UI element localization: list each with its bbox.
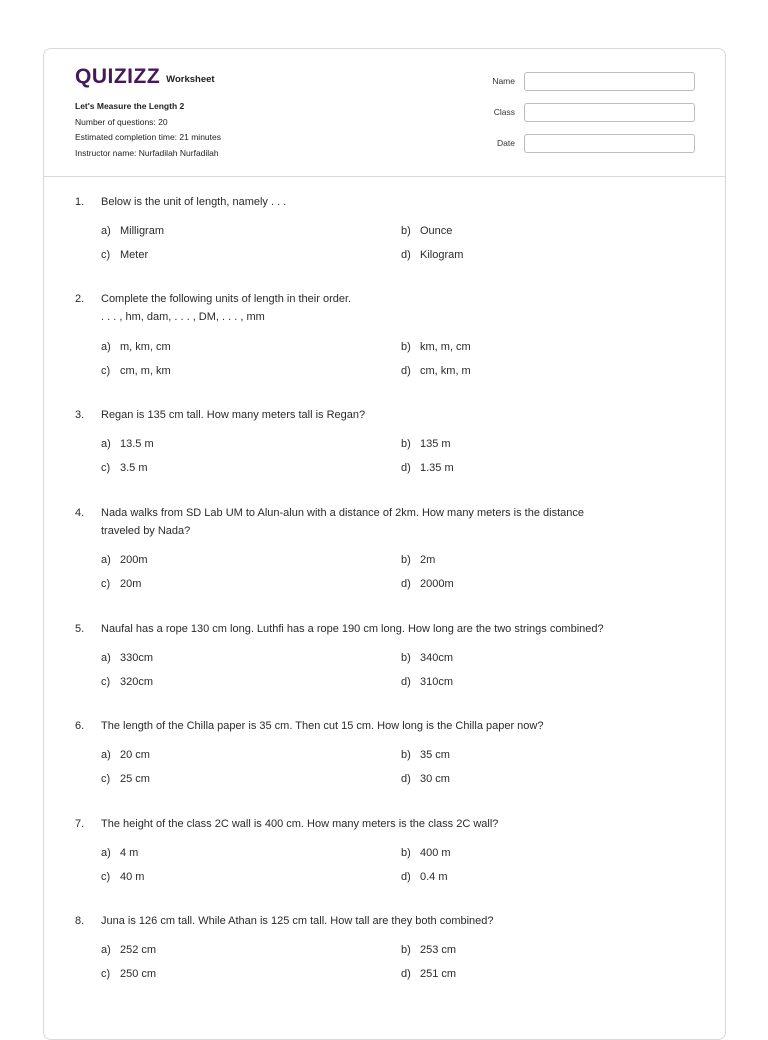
option-text: 13.5 m — [120, 438, 154, 450]
option-text: 35 cm — [420, 749, 450, 761]
option-text: 25 cm — [120, 773, 150, 785]
option-letter: a) — [101, 225, 111, 237]
option-text: 252 cm — [120, 944, 157, 956]
option-letter: a) — [101, 847, 111, 859]
option-d — [401, 578, 454, 590]
question-number: 8. — [75, 915, 85, 927]
option-b — [401, 438, 451, 450]
name-field[interactable] — [524, 72, 695, 91]
option-letter: c) — [101, 968, 111, 980]
option-text: km, m, cm — [420, 341, 471, 353]
option-letter: d) — [401, 578, 411, 590]
option-text: Kilogram — [420, 249, 464, 261]
logo-row — [75, 67, 215, 87]
option-letter: c) — [101, 773, 111, 785]
option-d — [401, 462, 454, 474]
option-b — [401, 944, 456, 956]
option-letter: d) — [401, 249, 411, 261]
option-d — [401, 365, 471, 377]
question-text: Regan is 135 cm tall. How many meters tall is Regan? — [101, 409, 366, 421]
option-b — [401, 847, 451, 859]
option-letter: d) — [401, 773, 411, 785]
worksheet-page — [43, 48, 726, 1040]
question-text: The height of the class 2C wall is 400 cm. How many meters is the class 2C wall? — [101, 818, 499, 830]
option-text: 2m — [420, 554, 436, 566]
option-c — [101, 249, 148, 261]
worksheet-title: Let's Measure the Length 2 — [75, 101, 185, 111]
option-text: 20m — [120, 578, 142, 590]
question-number: 7. — [75, 818, 85, 830]
option-letter: b) — [401, 652, 411, 664]
option-text: Meter — [120, 249, 149, 261]
question-number: 1. — [75, 196, 85, 208]
question-text: Nada walks from SD Lab UM to Alun-alun with a distance of 2km. How many meters is the distance — [101, 507, 584, 519]
option-c — [101, 773, 150, 785]
option-text: 30 cm — [420, 773, 450, 785]
option-letter: d) — [401, 676, 411, 688]
option-d — [401, 249, 463, 261]
option-c — [101, 462, 148, 474]
completion-time: Estimated completion time: 21 minutes — [75, 132, 221, 142]
question-text: Below is the unit of length, namely . . . — [101, 196, 287, 208]
option-letter: c) — [101, 676, 111, 688]
option-text: 40 m — [120, 871, 145, 883]
option-letter: a) — [101, 652, 111, 664]
question-number: 6. — [75, 720, 85, 732]
option-c — [101, 871, 144, 883]
option-letter: b) — [401, 225, 411, 237]
option-letter: b) — [401, 438, 411, 450]
option-text: 250 cm — [120, 968, 157, 980]
option-letter: d) — [401, 968, 411, 980]
option-text: 330cm — [120, 652, 154, 664]
option-letter: c) — [101, 578, 111, 590]
option-d — [401, 676, 453, 688]
question-text: The length of the Chilla paper is 35 cm. Then cut 15 cm. How long is the Chilla paper now? — [101, 720, 544, 732]
option-a — [101, 749, 150, 761]
worksheet-meta — [75, 99, 221, 161]
option-text: Ounce — [420, 225, 453, 237]
class-field[interactable] — [524, 103, 695, 122]
option-text: 400 m — [420, 847, 451, 859]
option-a — [101, 944, 156, 956]
question-text-continued: . . . , hm, dam, . . . , DM, . . . , mm — [101, 311, 265, 323]
option-c — [101, 578, 141, 590]
question-text: Juna is 126 cm tall. While Athan is 125 cm tall. How tall are they both combined? — [101, 915, 494, 927]
question-number: 5. — [75, 623, 85, 635]
option-text: m, km, cm — [120, 341, 171, 353]
option-text: 135 m — [420, 438, 451, 450]
option-text: cm, km, m — [420, 365, 471, 377]
question-number: 2. — [75, 293, 85, 305]
option-letter: b) — [401, 341, 411, 353]
logo-tag: Worksheet — [166, 74, 215, 85]
option-letter: a) — [101, 749, 111, 761]
date-field[interactable] — [524, 134, 695, 153]
option-letter: a) — [101, 341, 111, 353]
option-b — [401, 749, 450, 761]
option-letter: c) — [101, 462, 111, 474]
option-c — [101, 365, 171, 377]
worksheet-header — [44, 49, 725, 177]
option-letter: b) — [401, 847, 411, 859]
option-a — [101, 341, 171, 353]
option-text: 251 cm — [420, 968, 457, 980]
option-letter: a) — [101, 554, 111, 566]
option-letter: c) — [101, 249, 111, 261]
question-count: Number of questions: 20 — [75, 116, 168, 127]
option-text: 320cm — [120, 676, 154, 688]
option-letter: a) — [101, 438, 111, 450]
question-text-continued: traveled by Nada? — [101, 525, 191, 537]
quizizz-logo: QUIZIZZ — [75, 65, 161, 88]
option-letter: b) — [401, 749, 411, 761]
option-d — [401, 871, 448, 883]
option-letter: d) — [401, 462, 411, 474]
option-letter: d) — [401, 871, 411, 883]
class-label: Class — [493, 107, 515, 117]
option-letter: d) — [401, 365, 411, 377]
question-number: 4. — [75, 507, 85, 519]
option-b — [401, 554, 435, 566]
option-text: 310cm — [420, 676, 454, 688]
option-a — [101, 652, 153, 664]
option-text: 0.4 m — [420, 871, 448, 883]
option-b — [401, 652, 453, 664]
option-a — [101, 554, 148, 566]
option-letter: b) — [401, 944, 411, 956]
option-text: 3.5 m — [120, 462, 148, 474]
option-b — [401, 225, 452, 237]
option-a — [101, 847, 138, 859]
option-text: 4 m — [120, 847, 139, 859]
option-text: 340cm — [420, 652, 454, 664]
option-letter: a) — [101, 944, 111, 956]
name-label: Name — [492, 76, 515, 86]
option-text: cm, m, km — [120, 365, 171, 377]
option-a — [101, 438, 154, 450]
option-text: Milligram — [120, 225, 164, 237]
date-label: Date — [497, 138, 515, 148]
option-b — [401, 341, 471, 353]
option-text: 253 cm — [420, 944, 457, 956]
instructor-name: Instructor name: Nurfadilah Nurfadilah — [75, 147, 219, 158]
option-d — [401, 773, 450, 785]
option-text: 200m — [120, 554, 148, 566]
option-text: 20 cm — [120, 749, 150, 761]
option-text: 1.35 m — [420, 462, 454, 474]
question-text: Naufal has a rope 130 cm long. Luthfi has a rope 190 cm long. How long are the two strings combined? — [101, 623, 604, 635]
option-c — [101, 676, 153, 688]
question-text: Complete the following units of length in their order. — [101, 293, 352, 305]
option-d — [401, 968, 456, 980]
option-letter: c) — [101, 871, 111, 883]
option-c — [101, 968, 156, 980]
option-text: 2000m — [420, 578, 454, 590]
question-number: 3. — [75, 409, 85, 421]
option-letter: b) — [401, 554, 411, 566]
option-letter: c) — [101, 365, 111, 377]
option-a — [101, 225, 164, 237]
